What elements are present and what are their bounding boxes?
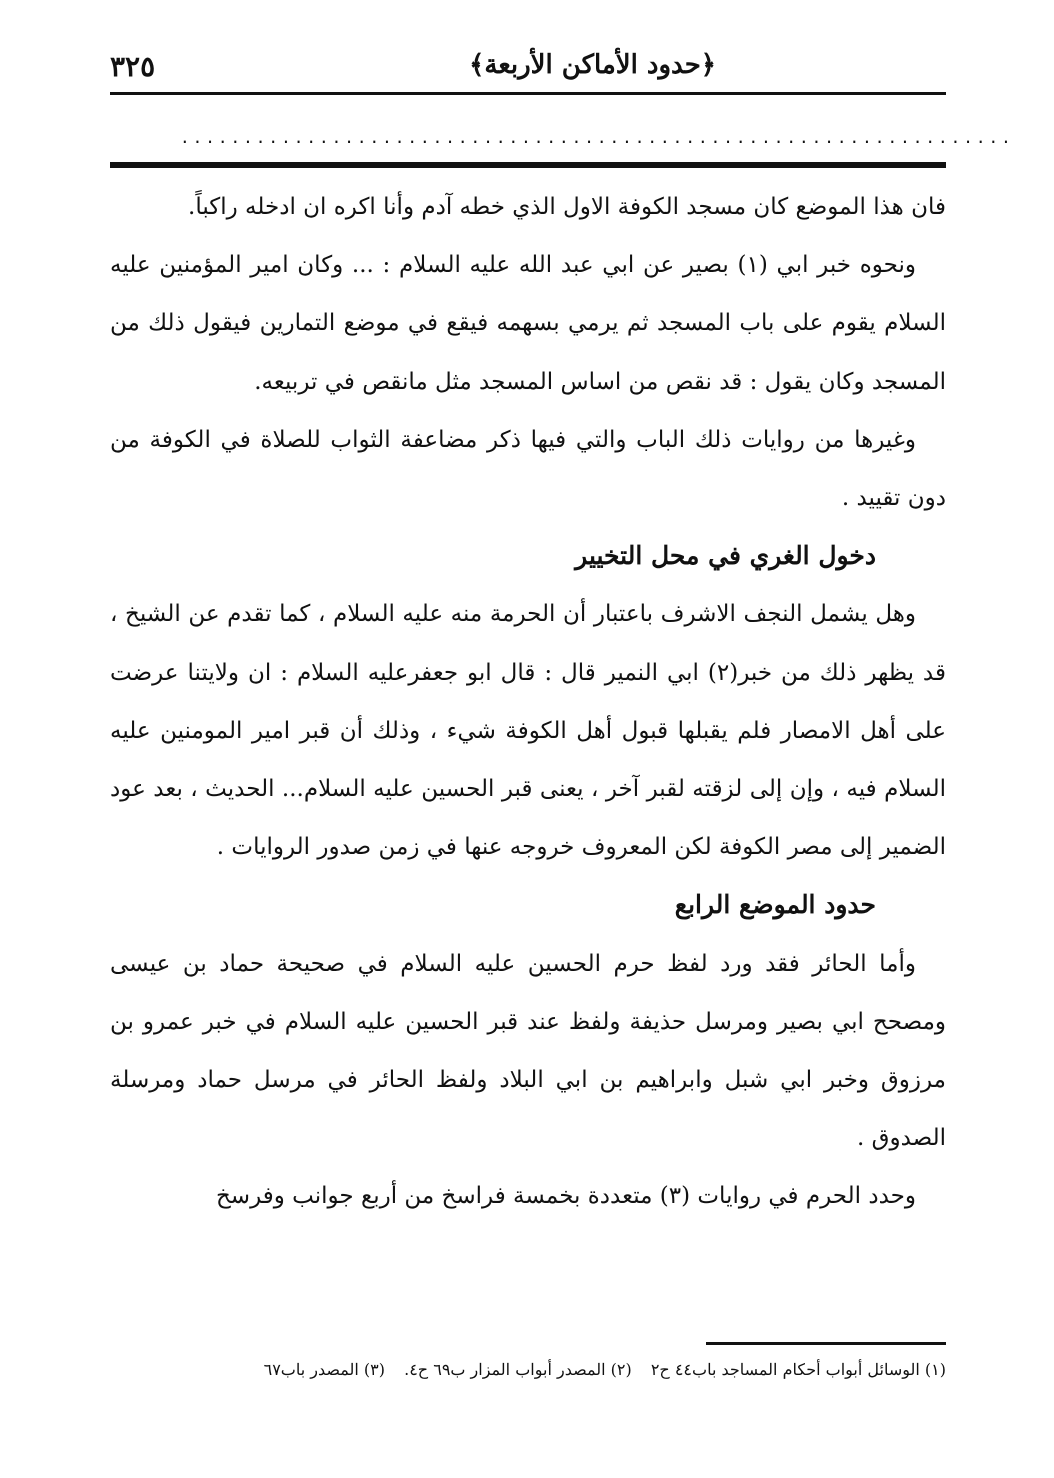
page-number: ٣٢٥ [110, 50, 156, 83]
footnote-rule [706, 1342, 946, 1345]
section-heading-1: دخول الغري في محل التخيير [575, 541, 876, 571]
paragraph-5: وأما الحائر فقد ورد لفظ حرم الحسين عليه السلام في صحيحة حماد بن عيسى ومصحح ابي بصير ومرسل حذيفة ولفظ عند قبر الحسين عليه السلام في خبر عمرو بن مرزوق وخبر ابي شبل وابراهيم بن ابي البلاد ولفظ الحائر في مرسل حماد ومرسلة الصدوق . [110, 950, 946, 1152]
paragraph-4: وهل يشمل النجف الاشرف باعتبار أن الحرمة منه عليه السلام ، كما تقدم عن الشيخ ، قد يظهر ذلك من خبر(٢) ابي النمير قال : قال ابو جعفرعليه السلام : ان ولايتنا عرضت على أهل الامصار فلم يقبلها قبول أهل الكوفة شيء ، وذلك أن قبر امير المومنين عليه السلام فيه ، وإن إلى لزقته لقبر آخر ، يعنى قبر الحسين عليه السلام... الحديث ، بعد عود الضمير إلى مصر الكوفة لكن المعروف خروجه عنها في زمن صدور الروايات . [110, 601, 946, 861]
running-title: ﴿حدود الأماكن الأربعة﴾ [469, 50, 716, 80]
section-heading-2: حدود الموضع الرابع [674, 890, 876, 920]
header-rule [110, 92, 946, 95]
paragraph-6: وحدد الحرم في روايات (٣) متعددة بخمسة فراسخ من أربع جوانب وفرسخ [215, 1183, 916, 1210]
footnotes [110, 1358, 946, 1382]
footnote-1: (١) الوسائل أبواب أحكام المساجد باب٤٤ ح٢ [650, 1360, 946, 1379]
paragraph-1: فان هذا الموضع كان مسجد الكوفة الاول الذي خطه آدم وأنا اكره ان ادخله راكباً. [188, 194, 946, 220]
page-header [110, 44, 946, 84]
paragraph-2: ونحوه خبر ابي (١) بصير عن ابي عبد الله عليه السلام : ... وكان امير المؤمنين عليه السلام يقوم على باب المسجد ثم يرمي بسهمه فيقع في موضع التمارين فيقول ذلك من المسجد وكان يقول : قد نقص من اساس المسجد مثل مانقص في تربيعه. [110, 252, 946, 395]
footnote-2: (٢) المصدر أبواب المزار ب٦٩ ح٤. [404, 1360, 632, 1379]
paragraph-3: وغيرها من روايات ذلك الباب والتي فيها ذكر مضاعفة الثواب للصلاة في الكوفة من دون تقييد . [110, 426, 946, 512]
separator-dots: .................................................................. [180, 128, 1014, 147]
content-top-rule [110, 162, 946, 168]
footnote-3: (٣) المصدر باب٦٧ [263, 1360, 386, 1379]
body-text [110, 178, 946, 1226]
